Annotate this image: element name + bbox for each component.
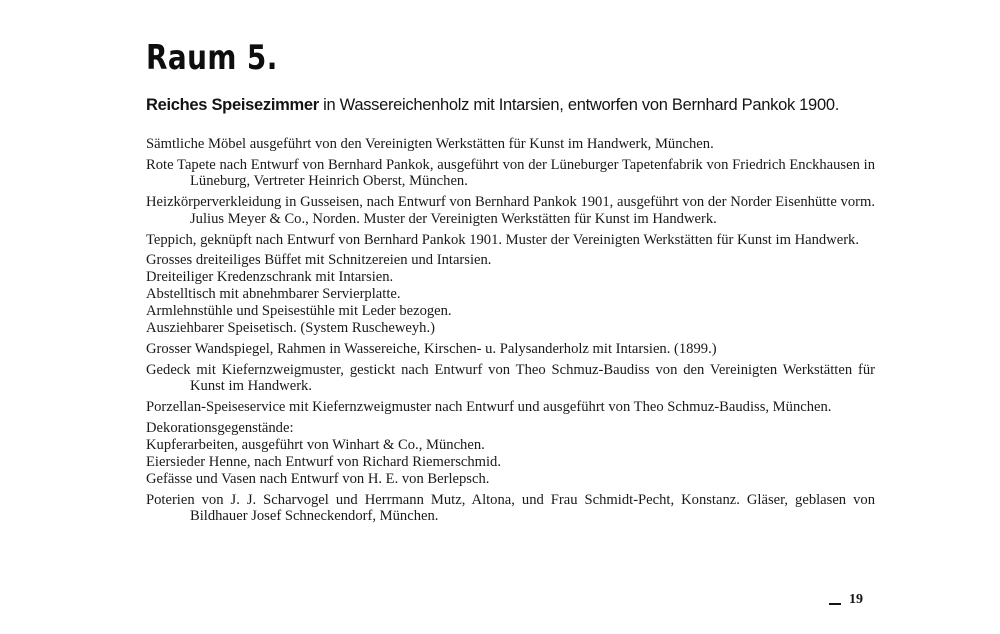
entry-item: Poterien von J. J. Scharvogel und Herrmann Mutz, Altona, und Frau Schmidt-Pecht, Konstanz. Gläser, geblasen von Bildhauer Josef Schneckendorf, München. xyxy=(146,491,875,525)
entry-item: Grosses dreiteiliges Büffet mit Schnitzereien und Intarsien. xyxy=(146,252,492,269)
entry-item: Gedeck mit Kiefernzweigmuster, gestickt nach Entwurf von Theo Schmuz-Baudiss von den Vereinigten Werkstätten für Kunst im Handwerk. xyxy=(146,361,875,395)
entry-item: Armlehnstühle und Speisestühle mit Leder bezogen. xyxy=(146,303,452,320)
page-number-value: 19 xyxy=(849,592,863,607)
entry-item: Porzellan-Speiseservice mit Kiefernzweigmuster nach Entwurf und ausgeführt von Theo Schmuz-Baudiss, München. xyxy=(146,399,832,416)
entry-item: Dekorationsgegenstände: xyxy=(146,419,294,436)
entry-item: Kupferarbeiten, ausgeführt von Winhart & Co., München. xyxy=(146,436,485,453)
entry-list xyxy=(146,136,875,529)
subtitle-heading: Reiches Speisezimmer xyxy=(146,96,319,114)
entry-item: Rote Tapete nach Entwurf von Bernhard Pankok, ausgeführt von der Lüneburger Tapetenfabrik von Friedrich Enckhausen in Lüneburg, Vertreter Heinrich Oberst, München. xyxy=(146,156,875,190)
room-title: Raum 5. xyxy=(146,38,278,78)
entry-item: Sämtliche Möbel ausgeführt von den Vereinigten Werkstätten für Kunst im Handwerk, München. xyxy=(146,136,714,152)
page-number xyxy=(829,592,863,608)
entry-item: Grosser Wandspiegel, Rahmen in Wassereiche, Kirschen- u. Palysanderholz mit Intarsien. (1899.) xyxy=(146,341,717,358)
subtitle-description: in Wassereichenholz mit Intarsien, entworfen von Bernhard Pankok 1900. xyxy=(318,96,839,114)
entry-item: Eiersieder Henne, nach Entwurf von Richard Riemerschmid. xyxy=(146,453,501,470)
entry-item: Ausziehbarer Speisetisch. (System Ruscheweyh.) xyxy=(146,320,435,337)
room-subtitle xyxy=(146,96,875,115)
entry-item: Abstelltisch mit abnehmbarer Servierplatte. xyxy=(146,286,401,303)
entry-item: Gefässe und Vasen nach Entwurf von H. E. von Berlepsch. xyxy=(146,470,490,487)
entry-item: Heizkörperverkleidung in Gusseisen, nach Entwurf von Bernhard Pankok 1901, ausgeführt von der Norder Eisenhütte vorm. Julius Meyer & Co., Norden. Muster der Vereinigten Werkstätten für Kunst im Handwerk. xyxy=(146,194,875,227)
dash-mark xyxy=(829,603,841,605)
entry-item: Dreiteiliger Kredenzschrank mit Intarsien. xyxy=(146,269,394,286)
entry-item: Teppich, geknüpft nach Entwurf von Bernhard Pankok 1901. Muster der Vereinigten Werkstätten für Kunst im Handwerk. xyxy=(146,231,859,248)
